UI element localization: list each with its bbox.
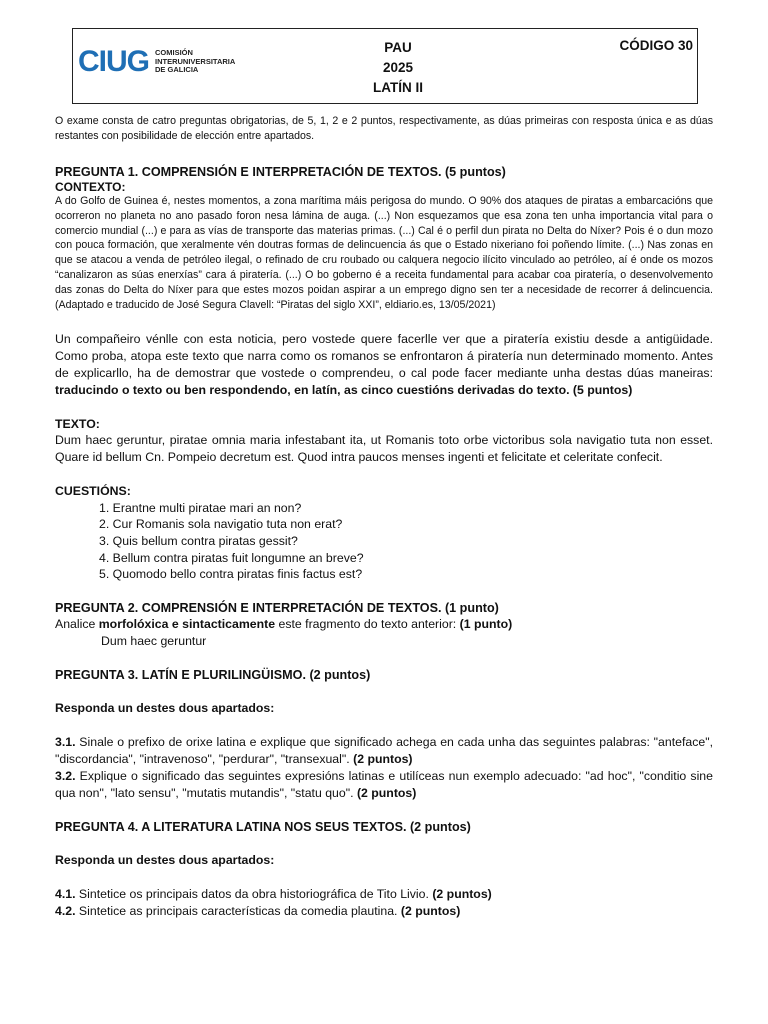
q1-latin-text: Dum haec geruntur, piratae omnia maria infestabant ita, ut Romanis toto orbe victoribus sola navigatio tuta non esset. Quare id bellum Cn. Pompeio decretum est. Quod intra paucos menses ingenti et felicitate et celeritate confecit. [55,433,713,465]
list-item: 1. Erantne multi piratae mari an non? [99,500,302,515]
list-item: 3. Quis bellum contra piratas gessit? [99,533,298,548]
q1-text-label: TEXTO: [55,416,100,431]
q1-title: PREGUNTA 1. COMPRENSIÓN E INTERPRETACIÓN DE TEXTOS. (5 puntos) [55,165,506,179]
q1-questions-label: CUESTIÓNS: [55,483,131,498]
question-4 [55,819,713,919]
q3-choose: Responda un destes dous apartados: [55,701,275,716]
exam-name: PAU [384,40,412,55]
q3-option-1: 3.1. Sinale o prefixo de orixe latina e explique que significado achega en cada unha das seguintes palabras: "anteface", "discordancia", "intravenoso", "perdurar", "transexual". (2 puntos) [55,735,713,766]
question-1 [55,164,713,583]
q4-option-2: 4.2. Sintetice as principais características da comedia plautina. (2 puntos) [55,903,461,918]
ciug-logo [78,47,235,77]
q2-text: Analice morfolóxica e sintacticamente este fragmento do texto anterior: (1 punto) [55,616,513,631]
question-2 [55,600,713,650]
q1-questions-list [55,500,713,583]
q2-fragment: Dum haec geruntur [101,633,207,648]
exam-subject: LATÍN II [373,80,423,95]
list-item: 2. Cur Romanis sola navigatio tuta non erat? [99,517,343,532]
q1-prompt: Un compañeiro vénlle con esta noticia, pero vostede quere facerlle ver que a piratería existiu desde a antigüidade. Como proba, atopa este texto que narra como os romanos se enfrontaron á piratería nun determinado momento. Antes de explicarllo, ha de demostrar que vostede o comprendeu, o cal pode facer mediante unha destas dúas maneiras: traducindo o texto ou ben respondendo, en latín, as cinco cuestións derivadas do texto. (5 puntos) [55,332,713,397]
q1-context-text: A do Golfo de Guinea é, nestes momentos, a zona marítima máis perigosa do mundo. O 90% dos ataques de piratas a embarcacións que ocorreron no planeta no ano pasado foron nesa lámina de auga. (...) Non esquezamos que esa zona ten unha importancia vital para o comercio mundial (...) e para as vías de transporte das materias primas. (...) Cal é o perfil dun pirata no Delta do Níxer? Pois é o dun mozo con pouca formación, que xeralmente vén doutras formas de delincuencia ás que o Estado nixeriano foi poñendo límite. (...) Nas zonas en que se atacou a venda de petróleo ilegal, o refinado de cru roubado ou calquera negocio ilícito vinculado ao petróleo, aí é onde os mozos “canalizaron as súas enerxías” cara á piratería. (...) O bo goberno é a receita fundamental para acabar coa piratería, o desenvolvemento das zonas do Delta do Níxer para que estes mozos poidan aspirar a un emprego digno sen ter a necesidade de recorrer á delincuencia. (Adaptado e traducido de José Segura Clavell: “Piratas del siglo XXI”, eldiario.es, 13/05/2021) [55,195,713,311]
q1-context-label: CONTEXTO: [55,180,126,194]
q4-option-1: 4.1. Sintetice os principais datos da obra historiográfica de Tito Livio. (2 puntos) [55,887,492,902]
list-item: 4. Bellum contra piratas fuit longumne an breve? [99,550,364,565]
logo-text: COMISIÓN INTERUNIVERSITARIA DE GALICIA [155,48,236,75]
q3-title: PREGUNTA 3. LATÍN E PLURILINGÜISMO. (2 puntos) [55,668,371,683]
q3-option-2: 3.2. Explique o significado das seguintes expresións latinas e utilíceas nun exemplo adecuado: "ad hoc", "conditio sine qua non", "lato sensu", "mutatis mutandis", "statu quo". (2 puntos) [55,768,713,800]
exam-page [55,28,713,920]
q4-choose: Responda un destes dous apartados: [55,853,275,868]
exam-intro: O exame consta de catro preguntas obrigatorias, de 5, 1, 2 e 2 puntos, respectivamente, as dúas primeiras con resposta única e as dúas restantes con posibilidade de elección entre apartados. [55,115,713,142]
exam-code: CÓDIGO 30 [619,38,693,53]
list-item: 5. Quomodo bello contra piratas finis factus est? [99,567,363,582]
exam-year: 2025 [382,60,414,75]
exam-header [72,28,698,104]
exam-title-block [338,38,458,98]
logo-mark: CIUG [78,45,149,78]
q2-title: PREGUNTA 2. COMPRENSIÓN E INTERPRETACIÓN DE TEXTOS. (1 punto) [55,600,499,615]
q4-title: PREGUNTA 4. A LITERATURA LATINA NOS SEUS TEXTOS. (2 puntos) [55,820,471,835]
question-3 [55,667,713,801]
